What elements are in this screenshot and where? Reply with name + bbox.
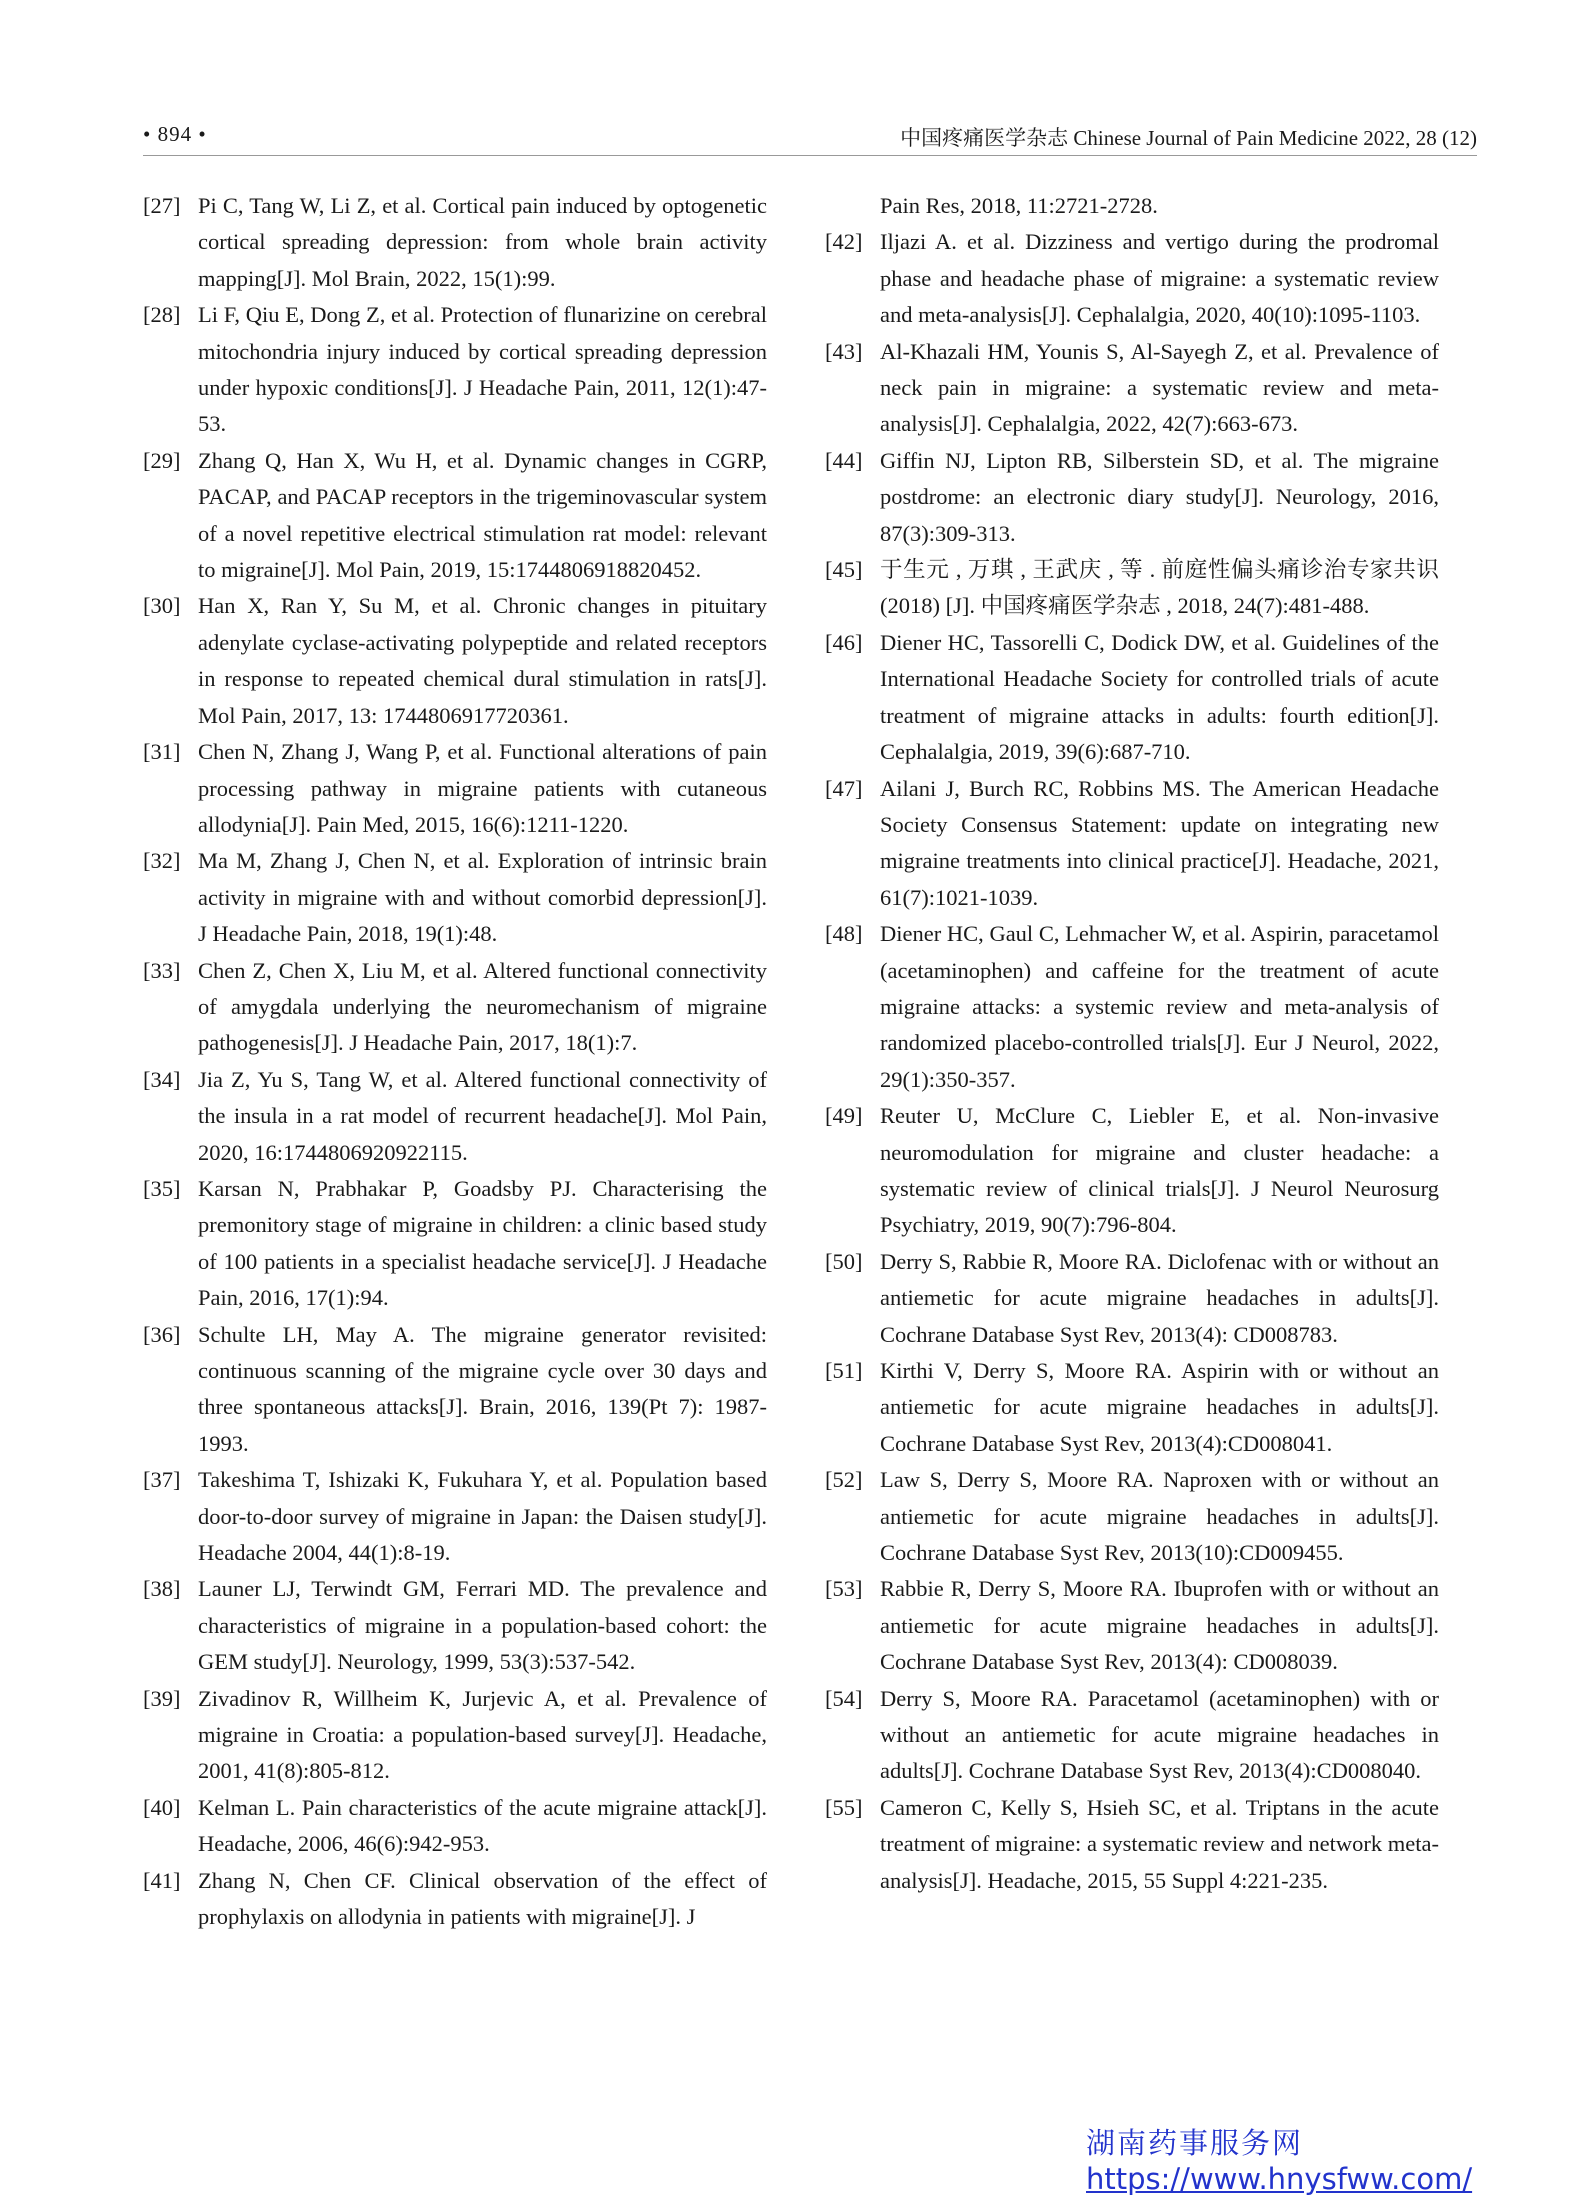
reference-item [143,1317,767,1463]
reference-item [143,1462,767,1571]
reference-item [825,552,1439,625]
reference-number: [45] [825,557,863,583]
reference-text: Derry S, Rabbie R, Moore RA. Diclofenac with or without an antiemetic for acute migraine headaches in adults[J]. Cochrane Database Syst Rev, 2013(4): CD008783. [880,1248,1439,1347]
reference-text: Chen N, Zhang J, Wang P, et al. Functional alterations of pain processing pathway in migraine patients with cutaneous allodynia[J]. Pain Med, 2015, 16(6):1211-1220. [198,739,767,837]
reference-continuation: Pain Res, 2018, 11:2721-2728. [880,193,1158,218]
reference-text: Law S, Derry S, Moore RA. Naproxen with or without an antiemetic for acute migraine headaches in adults[J]. Cochrane Database Syst Rev, 2013(10):CD009455. [880,1467,1439,1566]
reference-text: Zhang N, Chen CF. Clinical observation of the effect of prophylaxis on allodynia in patients with migraine[J]. J [198,1867,767,1930]
reference-text: Al-Khazali HM, Younis S, Al-Sayegh Z, et al. Prevalence of neck pain in migraine: a systematic review and meta-analysis[J]. Cephalalgia, 2022, 42(7):663-673. [880,338,1439,437]
reference-item [143,443,767,589]
reference-number: [27] [143,193,181,218]
reference-item [143,588,767,734]
reference-item [825,1098,1439,1244]
reference-text: Ma M, Zhang J, Chen N, et al. Exploration of intrinsic brain activity in migraine with and without comorbid depression[J]. J Headache Pain, 2018, 19(1):48. [198,848,767,947]
reference-number: [42] [825,229,863,255]
reference-text: Li F, Qiu E, Dong Z, et al. Protection of flunarizine on cerebral mitochondria injury induced by cortical spreading depression under hypoxic conditions[J]. J Headache Pain, 2011, 12(1):47-53. [198,302,767,437]
reference-item [143,1062,767,1171]
header-divider [143,155,1477,156]
reference-item [143,1171,767,1317]
reference-text: Zivadinov R, Willheim K, Jurjevic A, et al. Prevalence of migraine in Croatia: a population-based survey[J]. Headache, 2001, 41(8):805-812. [198,1685,767,1784]
reference-number: [52] [825,1467,863,1493]
reference-item [143,953,767,1062]
reference-number: [48] [825,921,863,947]
reference-text: Chen Z, Chen X, Liu M, et al. Altered functional connectivity of amygdala underlying the neuromechanism of migraine pathogenesis[J]. J Headache Pain, 2017, 18(1):7. [198,957,767,1056]
reference-text: Rabbie R, Derry S, Moore RA. Ibuprofen with or without an antiemetic for acute migraine headaches in adults[J]. Cochrane Database Syst Rev, 2013(4): CD008039. [880,1576,1439,1675]
reference-item [825,443,1439,552]
reference-number: [37] [143,1467,181,1493]
watermark-url-link[interactable]: https://www.hnysfww.com/ [1086,2162,1473,2196]
reference-number: [47] [825,775,863,801]
reference-item [143,1571,767,1680]
reference-number: [33] [143,957,181,983]
reference-item [825,625,1439,771]
reference-item [825,1571,1439,1680]
reference-text: Karsan N, Prabhakar P, Goadsby PJ. Characterising the premonitory stage of migraine in children: a clinic based study of 100 patients in a specialist headache service[J]. J Headache Pain, 2016, 17(1):94. [198,1175,767,1311]
watermark [1086,2125,1472,2197]
reference-text: Kirthi V, Derry S, Moore RA. Aspirin with or without an antiemetic for acute migraine headaches in adults[J]. Cochrane Database Syst Rev, 2013(4):CD008041. [880,1358,1439,1456]
reference-number: [53] [825,1576,863,1602]
reference-text: Cameron C, Kelly S, Hsieh SC, et al. Triptans in the acute treatment of migraine: a systematic review and network meta-analysis[J]. Headache, 2015, 55 Suppl 4:221-235. [880,1794,1439,1893]
reference-text: Reuter U, McClure C, Liebler E, et al. Non-invasive neuromodulation for migraine and cluster headache: a systematic review of clinical trials[J]. J Neurol Neurosurg Psychiatry, 2019, 90(7):796-804. [880,1103,1439,1238]
reference-item [143,734,767,843]
references-right-column [825,188,1439,1899]
references-left-column [143,188,767,1936]
reference-item [825,224,1439,333]
reference-text: Schulte LH, May A. The migraine generator revisited: continuous scanning of the migraine cycle over 30 days and three spontaneous attacks[J]. Brain, 2016, 139(Pt 7): 1987-1993. [198,1321,767,1456]
reference-number: [32] [143,848,181,874]
reference-item [825,1681,1439,1790]
reference-text: Diener HC, Gaul C, Lehmacher W, et al. Aspirin, paracetamol (acetaminophen) and caffeine for the treatment of acute migraine attacks: a systemic review and meta-analysis of randomized placebo-controlled trials[J]. Eur J Neurol, 2022, 29(1):350-357. [880,921,1439,1092]
reference-number: [39] [143,1685,181,1711]
reference-text: Launer LJ, Terwindt GM, Ferrari MD. The prevalence and characteristics of migraine in a population-based cohort: the GEM study[J]. Neurology, 1999, 53(3):537-542. [198,1576,767,1675]
reference-text: Derry S, Moore RA. Paracetamol (acetaminophen) with or without an antiemetic for acute migraine headaches in adults[J]. Cochrane Database Syst Rev, 2013(4):CD008040. [880,1685,1439,1784]
reference-text: Han X, Ran Y, Su M, et al. Chronic changes in pituitary adenylate cyclase-activating polypeptide and related receptors in response to repeated chemical dural stimulation in rats[J]. Mol Pain, 2017, 13: 1744806917720361. [198,593,767,728]
reference-text: 于生元 , 万琪 , 王武庆 , 等 . 前庭性偏头痛诊治专家共识 (2018) [J]. 中国疼痛医学杂志 , 2018, 24(7):481-488. [880,557,1439,619]
reference-number: [38] [143,1576,181,1602]
reference-text: Iljazi A. et al. Dizziness and vertigo during the prodromal phase and headache phase of migraine: a systematic review and meta-analysis[J]. Cephalalgia, 2020, 40(10):1095-1103. [880,229,1439,328]
reference-number: [46] [825,629,863,655]
reference-item [143,1790,767,1863]
reference-item [143,297,767,443]
reference-number: [31] [143,739,181,765]
reference-number: [55] [825,1794,863,1820]
reference-number: [34] [143,1066,181,1092]
reference-number: [44] [825,447,863,473]
reference-number: [30] [143,593,181,619]
reference-item [825,1244,1439,1353]
page-number: • 894 • [143,122,207,146]
reference-text: Jia Z, Yu S, Tang W, et al. Altered functional connectivity of the insula in a rat model of recurrent headache[J]. Mol Pain, 2020, 16:1744806920922115. [198,1066,767,1165]
reference-text: Pi C, Tang W, Li Z, et al. Cortical pain induced by optogenetic cortical spreading depression: from whole brain activity mapping[J]. Mol Brain, 2022, 15(1):99. [198,193,767,291]
reference-text: Diener HC, Tassorelli C, Dodick DW, et al. Guidelines of the International Headache Society for controlled trials of acute treatment of migraine attacks in adults: fourth edition[J]. Cephalalgia, 2019, 39(6):687-710. [880,629,1439,765]
reference-number: [54] [825,1685,863,1711]
reference-item [825,1353,1439,1462]
reference-item [825,916,1439,1098]
reference-item [825,1790,1439,1899]
reference-item [143,1863,767,1936]
reference-number: [40] [143,1794,181,1820]
reference-number: [29] [143,447,181,473]
reference-item [825,771,1439,917]
reference-text: Kelman L. Pain characteristics of the acute migraine attack[J]. Headache, 2006, 46(6):942-953. [198,1794,767,1857]
reference-number: [41] [143,1867,181,1893]
reference-text: Ailani J, Burch RC, Robbins MS. The American Headache Society Consensus Statement: update on integrating new migraine treatments into clinical practice[J]. Headache, 2021, 61(7):1021-1039. [880,775,1439,910]
reference-item [143,843,767,952]
reference-item [825,334,1439,443]
reference-number: [49] [825,1103,863,1129]
reference-text: Giffin NJ, Lipton RB, Silberstein SD, et al. The migraine postdrome: an electronic diary study[J]. Neurology, 2016, 87(3):309-313. [880,447,1439,546]
reference-number: [35] [143,1175,181,1201]
reference-text: Takeshima T, Ishizaki K, Fukuhara Y, et al. Population based door-to-door survey of migraine in Japan: the Daisen study[J]. Headache 2004, 44(1):8-19. [198,1467,767,1566]
reference-item [143,188,767,297]
reference-text: Zhang Q, Han X, Wu H, et al. Dynamic changes in CGRP, PACAP, and PACAP receptors in the trigeminovascular system of a novel repetitive electrical stimulation rat model: relevant to migraine[J]. Mol Pain, 2019, 15:1744806918820452. [198,447,767,583]
reference-item [825,1462,1439,1571]
watermark-site-name: 湖南药事服务网 [1086,2126,1304,2160]
reference-item [143,1681,767,1790]
reference-number: [36] [143,1321,181,1347]
reference-number: [51] [825,1358,863,1383]
journal-title: 中国疼痛医学杂志 Chinese Journal of Pain Medicine 2022, 28 (12) [900,126,1477,150]
reference-number: [50] [825,1248,863,1274]
reference-number: [28] [143,302,181,328]
page-header [143,122,1477,154]
reference-number: [43] [825,338,863,364]
